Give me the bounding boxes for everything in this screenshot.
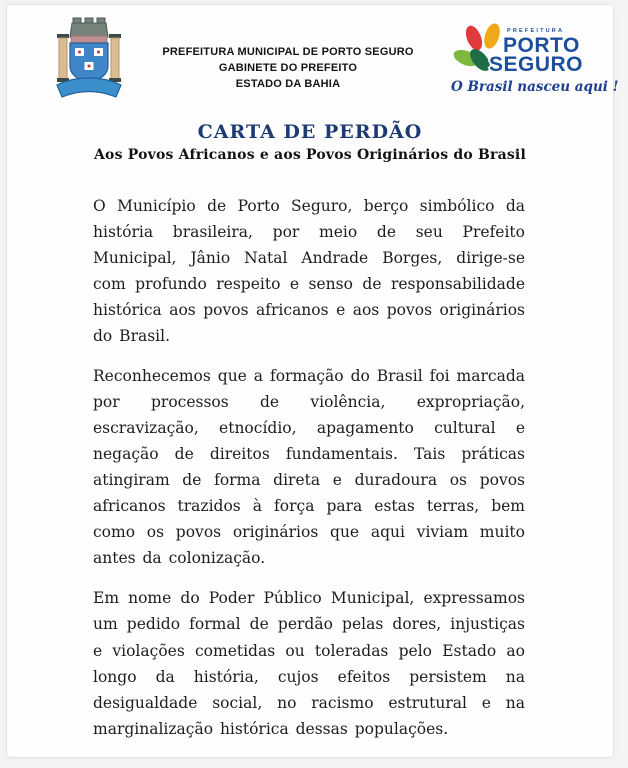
org-line-2: GABINETE DO PREFEITO xyxy=(218,61,358,74)
logo-name-line2: SEGURO xyxy=(489,53,584,76)
porto-seguro-logo xyxy=(451,17,619,111)
document-page xyxy=(6,4,619,758)
org-line-1: PREFEITURA MUNICIPAL DE PORTO SEGURO xyxy=(162,46,414,58)
letterhead-org-lines xyxy=(125,45,451,93)
logo-overline: PREFEITURA xyxy=(507,28,565,34)
paragraph-1: O Município de Porto Seguro, berço simbólico da história brasileira, por meio de seu Prefeito Municipal, Jânio Natal Andrade Borges, dirige-se com profundo respeito e senso de responsabilidade histórica aos povos africanos e aos povos originários do Brasil. xyxy=(93,197,525,346)
logo-tagline: O Brasil nasceu aqui ! xyxy=(451,79,619,95)
coat-of-arms-icon xyxy=(53,17,125,107)
paragraph-3: Em nome do Poder Público Municipal, expressamos um pedido formal de perdão pelas dores, injustiças e violações cometidas ou toleradas pelo Estado ao longo da história, cujos efeitos persistem na desigualdade social, no racismo estrutural e na marginalização histórica dessas populações. xyxy=(93,589,525,738)
letterhead xyxy=(7,5,619,111)
org-line-3: ESTADO DA BAHIA xyxy=(235,77,341,90)
document-body xyxy=(93,193,525,742)
logo-name-line1: PORTO xyxy=(503,34,580,57)
document-subtitle: Aos Povos Africanos e aos Povos Originários do Brasil xyxy=(94,147,526,163)
document-title: CARTA DE PERDÃO xyxy=(197,121,423,143)
paragraph-2: Reconhecemos que a formação do Brasil foi marcada por processos de violência, expropriação, escravização, etnocídio, apagamento cultural e negação de direitos fundamentais. Tais práticas atingiram de forma direta e duradoura os povos africanos trazidos à força para estas terras, bem como os povos originários que aqui viviam muito antes da colonização. xyxy=(93,367,525,568)
coat-of-arms xyxy=(53,17,125,107)
